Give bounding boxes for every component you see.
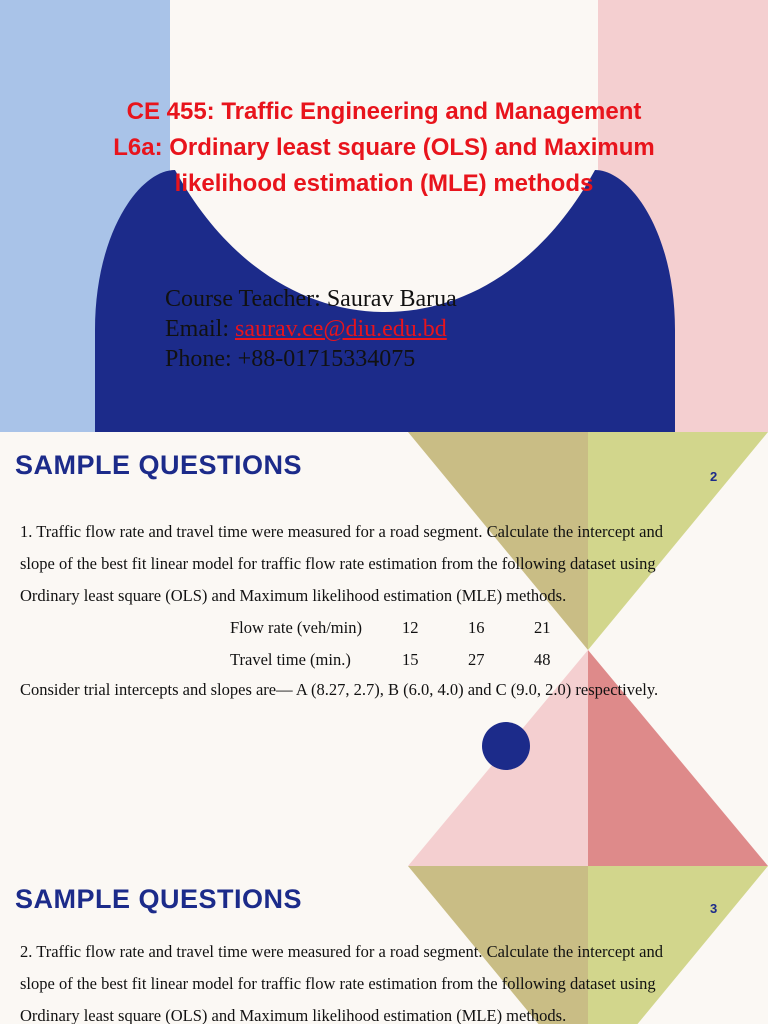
sample-questions-slide-2: [0, 432, 768, 866]
table-cell: 12: [402, 618, 419, 637]
email-line: [165, 314, 457, 344]
slide-3-heading: SAMPLE QUESTIONS: [15, 884, 303, 914]
teacher-name: Course Teacher: Saurav Barua: [165, 286, 457, 312]
question-1-line-3: Ordinary least square (OLS) and Maximum likelihood estimation (MLE) methods.: [20, 586, 567, 605]
sample-questions-slide-3: [0, 866, 768, 1024]
teacher-info: [165, 284, 457, 374]
slide-2-heading: SAMPLE QUESTIONS: [15, 450, 303, 480]
title-line-2: L6a: Ordinary least square (OLS) and Maximum: [113, 134, 655, 161]
title-slide: [0, 0, 768, 432]
email-label: Email:: [165, 316, 235, 342]
table-row: [230, 644, 600, 676]
email-link[interactable]: saurav.ce@diu.edu.bd: [234, 316, 447, 342]
question-1-line-2: slope of the best fit linear model for traffic flow rate estimation from the following dataset using: [20, 554, 656, 573]
trial-values-text: [20, 674, 750, 706]
table-cell: 16: [468, 618, 485, 637]
table-cell: 48: [534, 650, 551, 669]
slide-2-page-number: 2: [710, 469, 718, 484]
question-2-line-3: Ordinary least square (OLS) and Maximum likelihood estimation (MLE) methods.: [20, 1006, 567, 1024]
question-1-line-1: 1. Traffic flow rate and travel time were measured for a road segment. Calculate the intercept and: [20, 522, 663, 541]
title-line-1: CE 455: Traffic Engineering and Management: [126, 98, 642, 125]
question-2-text: [20, 936, 750, 1024]
title-line-3: likelihood estimation (MLE) methods: [174, 170, 594, 197]
question-1-text: [20, 516, 750, 612]
table-cell: 15: [402, 650, 419, 669]
slide-title: [0, 94, 768, 202]
question-2-line-2: slope of the best fit linear model for traffic flow rate estimation from the following dataset using: [20, 974, 656, 993]
table-cell: 21: [534, 618, 551, 637]
table-row: [230, 612, 600, 644]
trial-values-line: Consider trial intercepts and slopes are— A (8.27, 2.7), B (6.0, 4.0) and C (9.0, 2.0) respectively.: [20, 680, 659, 699]
table-cell: 27: [468, 650, 485, 669]
question-2-line-1: 2. Traffic flow rate and travel time were measured for a road segment. Calculate the intercept and: [20, 942, 663, 961]
dataset-table: [230, 612, 600, 676]
row-label-flow-rate: Flow rate (veh/min): [230, 618, 362, 637]
row-label-travel-time: Travel time (min.): [230, 650, 351, 669]
phone-line: Phone: +88-01715334075: [165, 346, 416, 372]
navy-dot: [482, 722, 530, 770]
slide-3-page-number: 3: [710, 901, 718, 916]
